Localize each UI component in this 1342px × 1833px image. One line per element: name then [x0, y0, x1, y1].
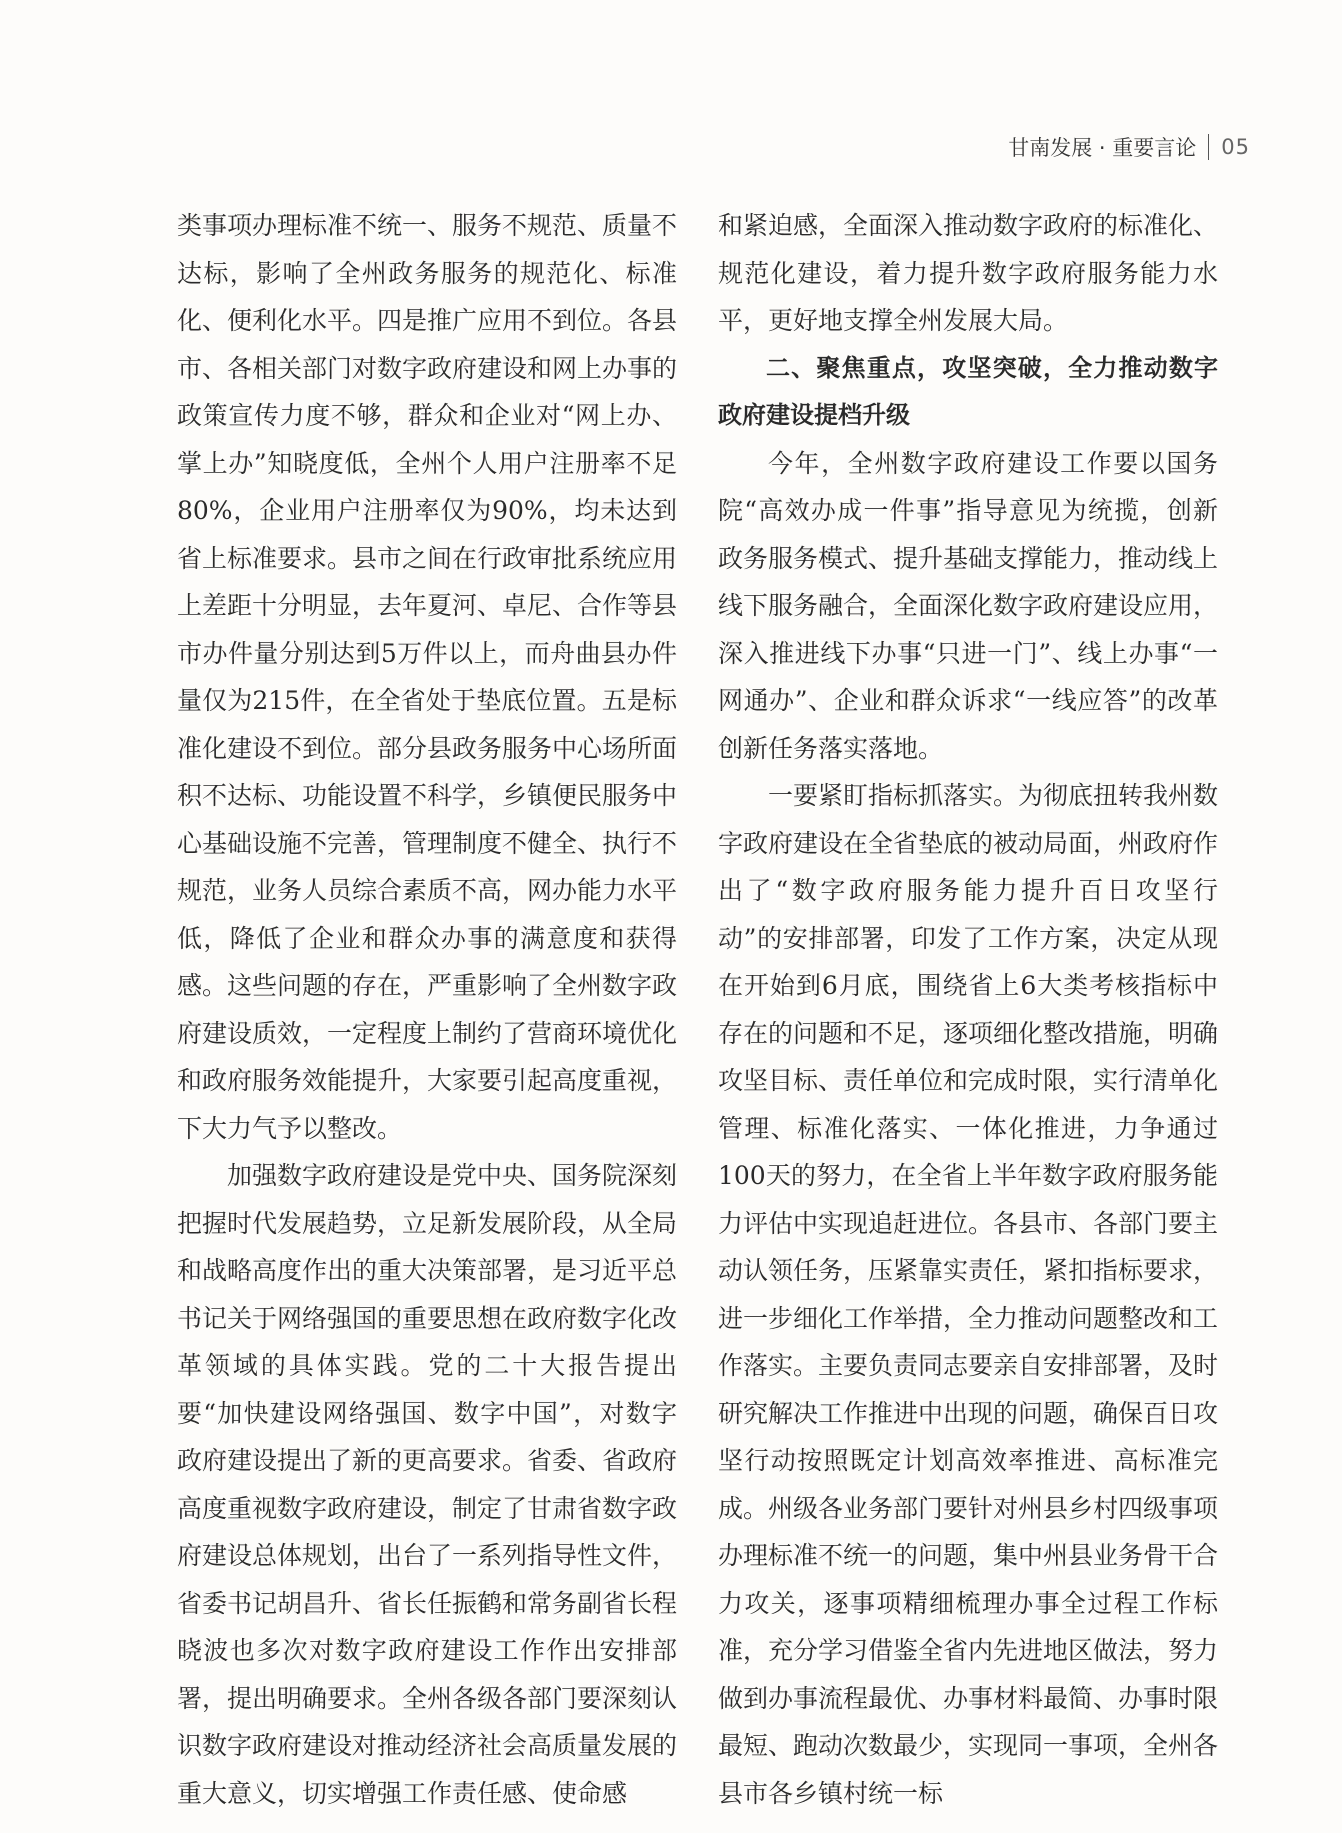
running-header	[1008, 132, 1250, 162]
paragraph: 一要紧盯指标抓落实。为彻底扭转我州数字政府建设在全省垫底的被动局面，州政府作出了“数字政府服务能力提升百日攻坚行动”的安排部署，印发了工作方案，决定从现在开始到6月底，围绕省上6大类考核指标中存在的问题和不足，逐项细化整改措施，明确攻坚目标、责任单位和完成时限，实行清单化管理、标准化落实、一体化推进，力争通过100天的努力，在全省上半年数字政府服务能力评估中实现追赶进位。各县市、各部门要主动认领任务，压紧靠实责任，紧扣指标要求，进一步细化工作举措，全力推动问题整改和工作落实。主要负责同志要亲自安排部署，及时研究解决工作推进中出现的问题，确保百日攻坚行动按照既定计划高效率推进、高标准完成。州级各业务部门要针对州县乡村四级事项办理标准不统一的问题，集中州县业务骨干合力攻关，逐事项精细梳理办事全过程工作标准，充分学习借鉴全省内先进地区做法，努力做到办事流程最优、办事材料最简、办事时限最短、跑动次数最少，实现同一事项，全州各县市各乡镇村统一标	[718, 781, 1219, 1808]
header-divider	[1208, 134, 1209, 160]
paragraph: 今年，全州数字政府建设工作要以国务院“高效办成一件事”指导意见为统揽，创新政务服务模式、提升基础支撑能力，推动线上线下服务融合，全面深化数字政府建设应用，深入推进线下办事“只进一门”、线上办事“一网通办”、企业和群众诉求“一线应答”的改革创新任务落实落地。	[718, 448, 1219, 763]
page-number: 05	[1221, 135, 1250, 159]
right-column	[718, 202, 1218, 1817]
section-title: 甘南发展 · 重要言论	[1008, 136, 1197, 160]
paragraph: 类事项办理标准不统一、服务不规范、质量不达标，影响了全州政务服务的规范化、标准化、便利化水平。四是推广应用不到位。各县市、各相关部门对数字政府建设和网上办事的政策宣传力度不够，群众和企业对“网上办、掌上办”知晓度低，全州个人用户注册率不足80%，企业用户注册率仅为90%，均未达到省上标准要求。县市之间在行政审批系统应用上差距十分明显，去年夏河、卓尼、合作等县市办件量分别达到5万件以上，而舟曲县办件量仅为215件，在全省处于垫底位置。五是标准化建设不到位。部分县政务服务中心场所面积不达标、功能设置不科学，乡镇便民服务中心基础设施不完善，管理制度不健全、执行不规范，业务人员综合素质不高，网办能力水平低，降低了企业和群众办事的满意度和获得感。这些问题的存在，严重影响了全州数字政府建设质效，一定程度上制约了营商环境优化和政府服务效能提升，大家要引起高度重视，下大力气予以整改。	[177, 211, 678, 1143]
section-heading: 二、聚焦重点，攻坚突破，全力推动数字政府建设提档升级	[718, 353, 1218, 429]
paragraph: 和紧迫感，全面深入推动数字政府的标准化、规范化建设，着力提升数字政府服务能力水平，更好地支撑全州发展大局。	[718, 211, 1219, 335]
left-column	[177, 202, 677, 1817]
paragraph: 加强数字政府建设是党中央、国务院深刻把握时代发展趋势，立足新发展阶段，从全局和战略高度作出的重大决策部署，是习近平总书记关于网络强国的重要思想在政府数字化改革领域的具体实践。党的二十大报告提出要“加快建设网络强国、数字中国”，对数字政府建设提出了新的更高要求。省委、省政府高度重视数字政府建设，制定了甘肃省数字政府建设总体规划，出台了一系列指导性文件，省委书记胡昌升、省长任振鹤和常务副省长程晓波也多次对数字政府建设工作作出安排部署，提出明确要求。全州各级各部门要深刻认识数字政府建设对推动经济社会高质量发展的重大意义，切实增强工作责任感、使命感	[177, 1161, 678, 1808]
